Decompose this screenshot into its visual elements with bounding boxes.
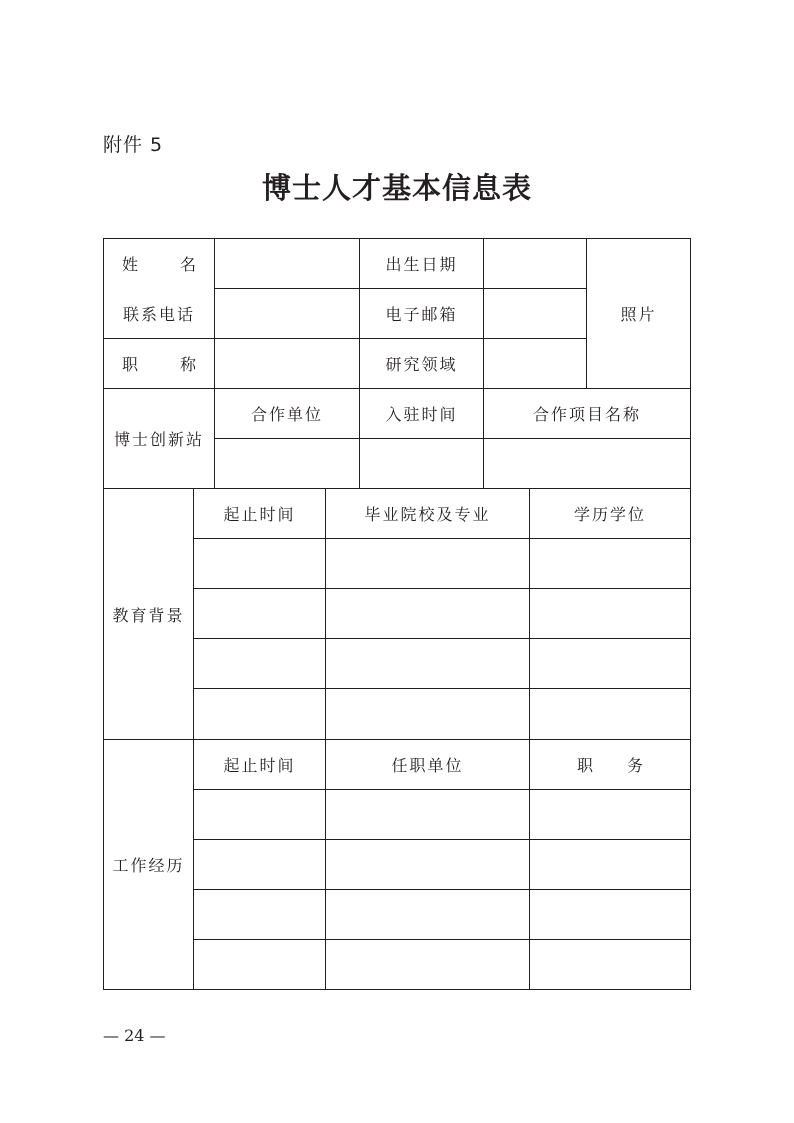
research-field-label: 研究领域 — [385, 355, 458, 374]
work-period-field[interactable] — [194, 790, 325, 839]
page-title: 博士人才基本信息表 — [261, 171, 532, 205]
work-duty-field[interactable] — [530, 790, 690, 839]
education-period-field[interactable] — [194, 639, 325, 688]
education-school-field[interactable] — [326, 689, 529, 739]
email-field[interactable] — [484, 289, 586, 338]
work-duty-field[interactable] — [530, 940, 690, 989]
education-degree-field[interactable] — [530, 689, 690, 739]
email-label: 电子邮箱 — [385, 305, 458, 324]
station-label: 博士创新站 — [113, 430, 204, 449]
education-header-degree: 学历学位 — [573, 505, 646, 524]
work-header-employer: 任职单位 — [391, 756, 464, 775]
station-header-partner: 合作单位 — [250, 405, 323, 424]
research-field-input[interactable] — [484, 339, 586, 388]
station-project-field[interactable] — [484, 439, 690, 488]
work-employer-field[interactable] — [326, 790, 529, 839]
work-label: 工作经历 — [112, 856, 185, 875]
education-degree-field[interactable] — [530, 639, 690, 688]
station-time-field[interactable] — [360, 439, 483, 488]
station-header-time: 入驻时间 — [385, 405, 458, 424]
work-duty-field[interactable] — [530, 890, 690, 939]
name-field[interactable] — [215, 239, 359, 288]
name-label: 姓 名 — [122, 255, 196, 274]
attachment-label: 附件 5 — [103, 134, 164, 156]
phone-label: 联系电话 — [122, 305, 195, 324]
station-header-project: 合作项目名称 — [532, 405, 641, 424]
education-degree-field[interactable] — [530, 539, 690, 588]
work-employer-field[interactable] — [326, 840, 529, 889]
title-label: 职 称 — [122, 355, 196, 374]
work-period-field[interactable] — [194, 940, 325, 989]
education-period-field[interactable] — [194, 589, 325, 638]
education-period-field[interactable] — [194, 539, 325, 588]
education-header-period: 起止时间 — [223, 505, 296, 524]
work-employer-field[interactable] — [326, 940, 529, 989]
work-duty-field[interactable] — [530, 840, 690, 889]
work-header-period: 起止时间 — [223, 756, 296, 775]
page-number: — 24 — — [103, 1026, 166, 1045]
birth-date-field[interactable] — [484, 239, 586, 288]
education-label: 教育背景 — [112, 605, 185, 625]
education-header-school: 毕业院校及专业 — [364, 505, 491, 524]
education-school-field[interactable] — [326, 539, 529, 588]
work-period-field[interactable] — [194, 840, 325, 889]
education-degree-field[interactable] — [530, 589, 690, 638]
work-employer-field[interactable] — [326, 890, 529, 939]
title-field[interactable] — [215, 339, 359, 388]
education-period-field[interactable] — [194, 689, 325, 739]
education-school-field[interactable] — [326, 589, 529, 638]
birth-date-label: 出生日期 — [385, 255, 458, 274]
work-header-duty: 职 务 — [576, 756, 644, 775]
work-period-field[interactable] — [194, 890, 325, 939]
phone-field[interactable] — [215, 289, 359, 338]
station-partner-field[interactable] — [215, 439, 359, 488]
photo-box[interactable]: 照片 — [620, 305, 657, 324]
info-table — [103, 238, 691, 990]
education-school-field[interactable] — [326, 639, 529, 688]
